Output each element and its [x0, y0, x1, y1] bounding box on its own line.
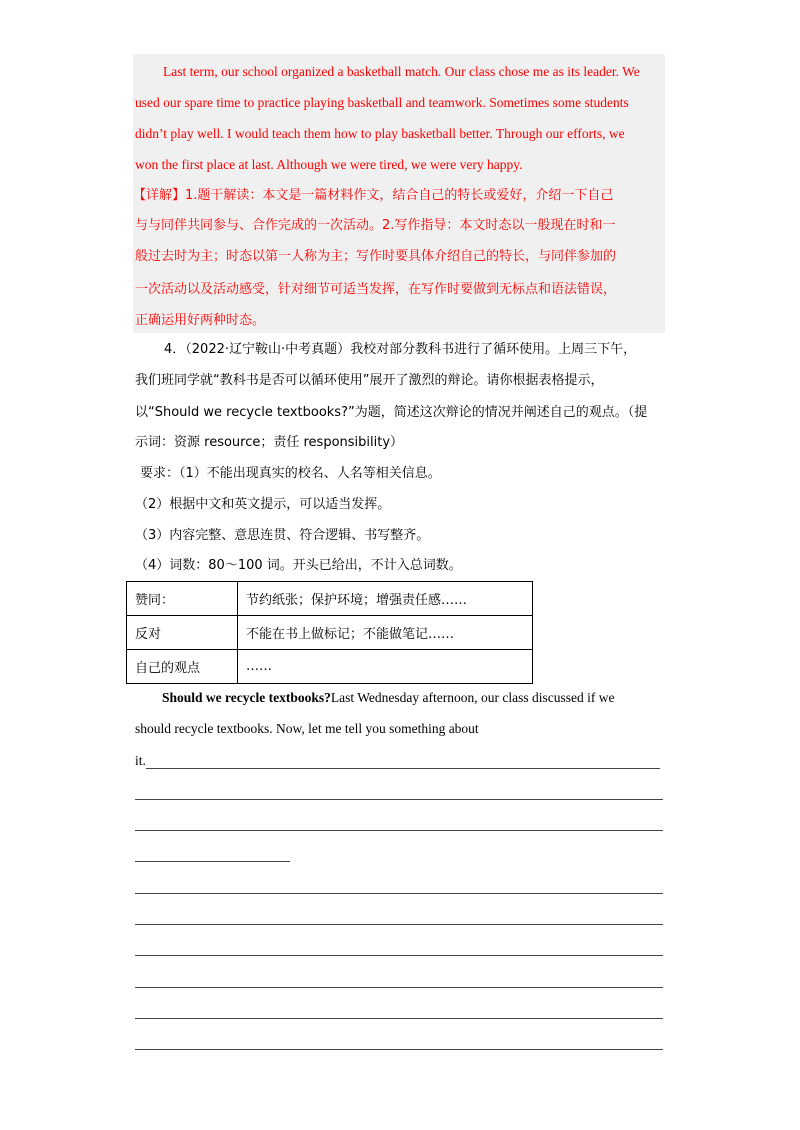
table-row [127, 582, 533, 616]
opening-text: Last Wednesday afternoon, our class discussed if we [330, 690, 615, 705]
table-cell-label: 自己的观点 [127, 650, 238, 684]
answer-line[interactable] [135, 955, 663, 956]
answer-line[interactable] [135, 830, 663, 831]
table-cell-content: 不能在书上做标记；不能做笔记…… [238, 616, 533, 650]
writing-opening-line-1 [162, 688, 614, 708]
writing-opening-line-2: should recycle textbooks. Now, let me tell you something about [135, 721, 479, 736]
table-row [127, 616, 533, 650]
answer-line[interactable] [135, 893, 663, 894]
essay-title: Should we recycle textbooks? [162, 690, 331, 705]
requirement-line-1: 要求：（1）不能出现真实的校名、人名等相关信息。 [140, 466, 441, 481]
writing-opening-line-3: it. [135, 753, 146, 768]
prompt-table [126, 581, 533, 684]
answer-line[interactable] [146, 768, 660, 769]
requirement-line-3: （3）内容完整、意思连贯、符合逻辑、书写整齐。 [135, 528, 430, 543]
model-essay-line-1: Last term, our school organized a basketball match. Our class chose me as its leader. We [163, 64, 640, 79]
requirement-line-2: （2）根据中文和英文提示，可以适当发挥。 [135, 497, 391, 512]
table-cell-label: 赞同： [127, 582, 238, 616]
explanation-line-1: 【详解】1.题干解读：本文是一篇材料作文，结合自己的特长或爱好，介绍一下自己 [133, 188, 614, 203]
table-cell-content: …… [238, 650, 533, 684]
explanation-line-2: 与与同伴共同参与、合作完成的一次活动。2.写作指导：本文时态以一般现在时和一 [135, 218, 616, 233]
answer-line[interactable] [135, 924, 663, 925]
model-essay-line-2: used our spare time to practice playing basketball and teamwork. Sometimes some students [135, 95, 629, 110]
explanation-line-4: 一次活动以及活动感受，针对细节可适当发挥，在写作时要做到无标点和语法错误， [135, 282, 617, 297]
model-essay-line-3: didn’t play well. I would teach them how to play basketball better. Through our efforts, we [135, 126, 625, 141]
answer-line[interactable] [135, 1049, 663, 1050]
table-cell-content: 节约纸张；保护环境；增强责任感…… [238, 582, 533, 616]
table-cell-label: 反对 [127, 616, 238, 650]
answer-line[interactable] [135, 799, 663, 800]
requirement-line-4: （4）词数：80～100 词。开头已给出，不计入总词数。 [135, 558, 462, 573]
question-line-1: 4．（2022·辽宁鞍山·中考真题）我校对部分教科书进行了循环使用。上周三下午， [164, 342, 637, 357]
explanation-line-3: 般过去时为主；时态以第一人称为主；写作时要具体介绍自己的特长，与同伴参加的 [135, 249, 617, 264]
table-row [127, 650, 533, 684]
explanation-line-5: 正确运用好两种时态。 [135, 313, 266, 328]
question-line-4: 示词：资源 resource；责任 responsibility） [135, 435, 404, 450]
model-essay-line-4: won the first place at last. Although we were tired, we were very happy. [135, 157, 523, 172]
question-line-2: 我们班同学就“教科书是否可以循环使用”展开了激烈的辩论。请你根据表格提示， [135, 373, 604, 388]
question-line-3: 以“Should we recycle textbooks?”为题，简述这次辩论的情况并阐述自己的观点。（提 [135, 405, 648, 420]
answer-line[interactable] [135, 861, 290, 862]
answer-line[interactable] [135, 1018, 663, 1019]
answer-line[interactable] [135, 987, 663, 988]
